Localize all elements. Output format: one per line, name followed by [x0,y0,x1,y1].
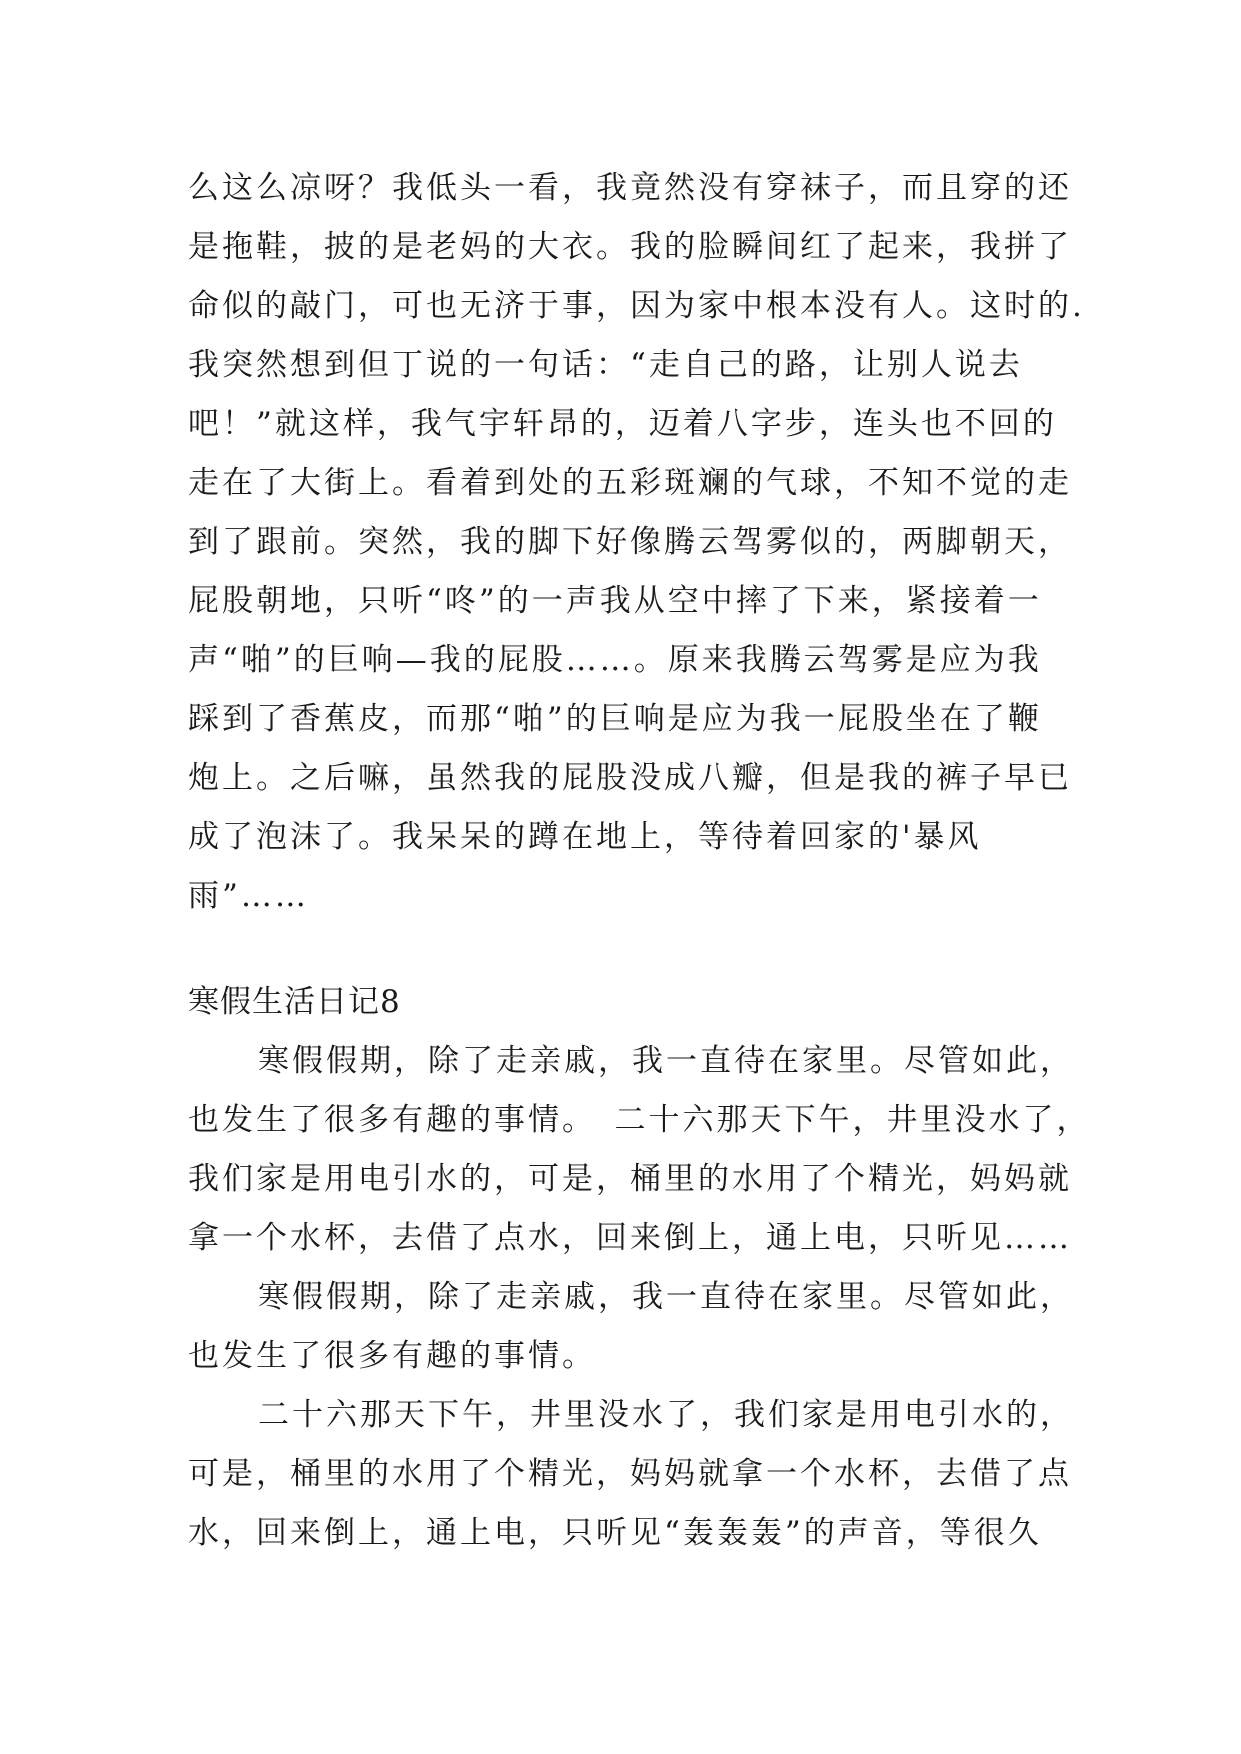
continuation-paragraph [188,159,1085,926]
text-line: 么这么凉呀？我低头一看，我竟然没有穿袜子，而且穿的还 [188,170,1072,206]
text-line: 走在了大街上。看着到处的五彩斑斓的气球，不知不觉的走 [188,465,1072,501]
text-line: 声“啪”的巨响—我的屁股……。原来我腾云驾雾是应为我 [188,642,1042,678]
text-line: 二十六那天下午，井里没水了，我们家是用电引水的， [258,1397,1074,1433]
text-line: 可是，桶里的水用了个精光，妈妈就拿一个水杯，去借了点 [188,1456,1072,1492]
text-line: 命似的敲门，可也无济于事，因为家中根本没有人。这时的. [188,288,1085,324]
section-body [188,1032,1091,1563]
text-line: 雨”…… [188,878,309,914]
text-line: 到了跟前。突然，我的脚下好像腾云驾雾似的，两脚朝天， [188,524,1072,560]
text-line: 水，回来倒上，通上电，只听见“轰轰轰”的声音，等很久 [188,1515,1042,1551]
text-line: 寒假假期，除了走亲戚，我一直待在家里。尽管如此， [258,1279,1074,1315]
text-line: 我突然想到但丁说的一句话：“走自己的路，让别人说去 [188,347,1023,383]
text-line: 踩到了香蕉皮，而那“啪”的巨响是应为我一屁股坐在了鞭 [188,701,1042,737]
text-line: 也发生了很多有趣的事情。 [188,1338,596,1374]
text-line: 成了泡沫了。我呆呆的蹲在地上，等待着回家的'暴风 [188,819,982,855]
section-title: 寒假生活日记8 [188,984,401,1020]
text-line: 寒假假期，除了走亲戚，我一直待在家里。尽管如此， [258,1043,1074,1079]
text-line: 拿一个水杯，去借了点水，回来倒上，通上电，只听见…… [188,1220,1072,1256]
text-line: 炮上。之后嘛，虽然我的屁股没成八瓣，但是我的裤子早已 [188,760,1072,796]
text-line: 也发生了很多有趣的事情。 二十六那天下午，井里没水了， [188,1102,1091,1138]
text-line: 我们家是用电引水的，可是，桶里的水用了个精光，妈妈就 [188,1161,1072,1197]
text-line: 吧！”就这样，我气宇轩昂的，迈着八字步，连头也不回的 [188,406,1057,442]
text-line: 是拖鞋，披的是老妈的大衣。我的脸瞬间红了起来，我拼了 [188,229,1072,265]
text-line: 屁股朝地，只听“咚”的一声我从空中摔了下来，紧接着一 [188,583,1042,619]
